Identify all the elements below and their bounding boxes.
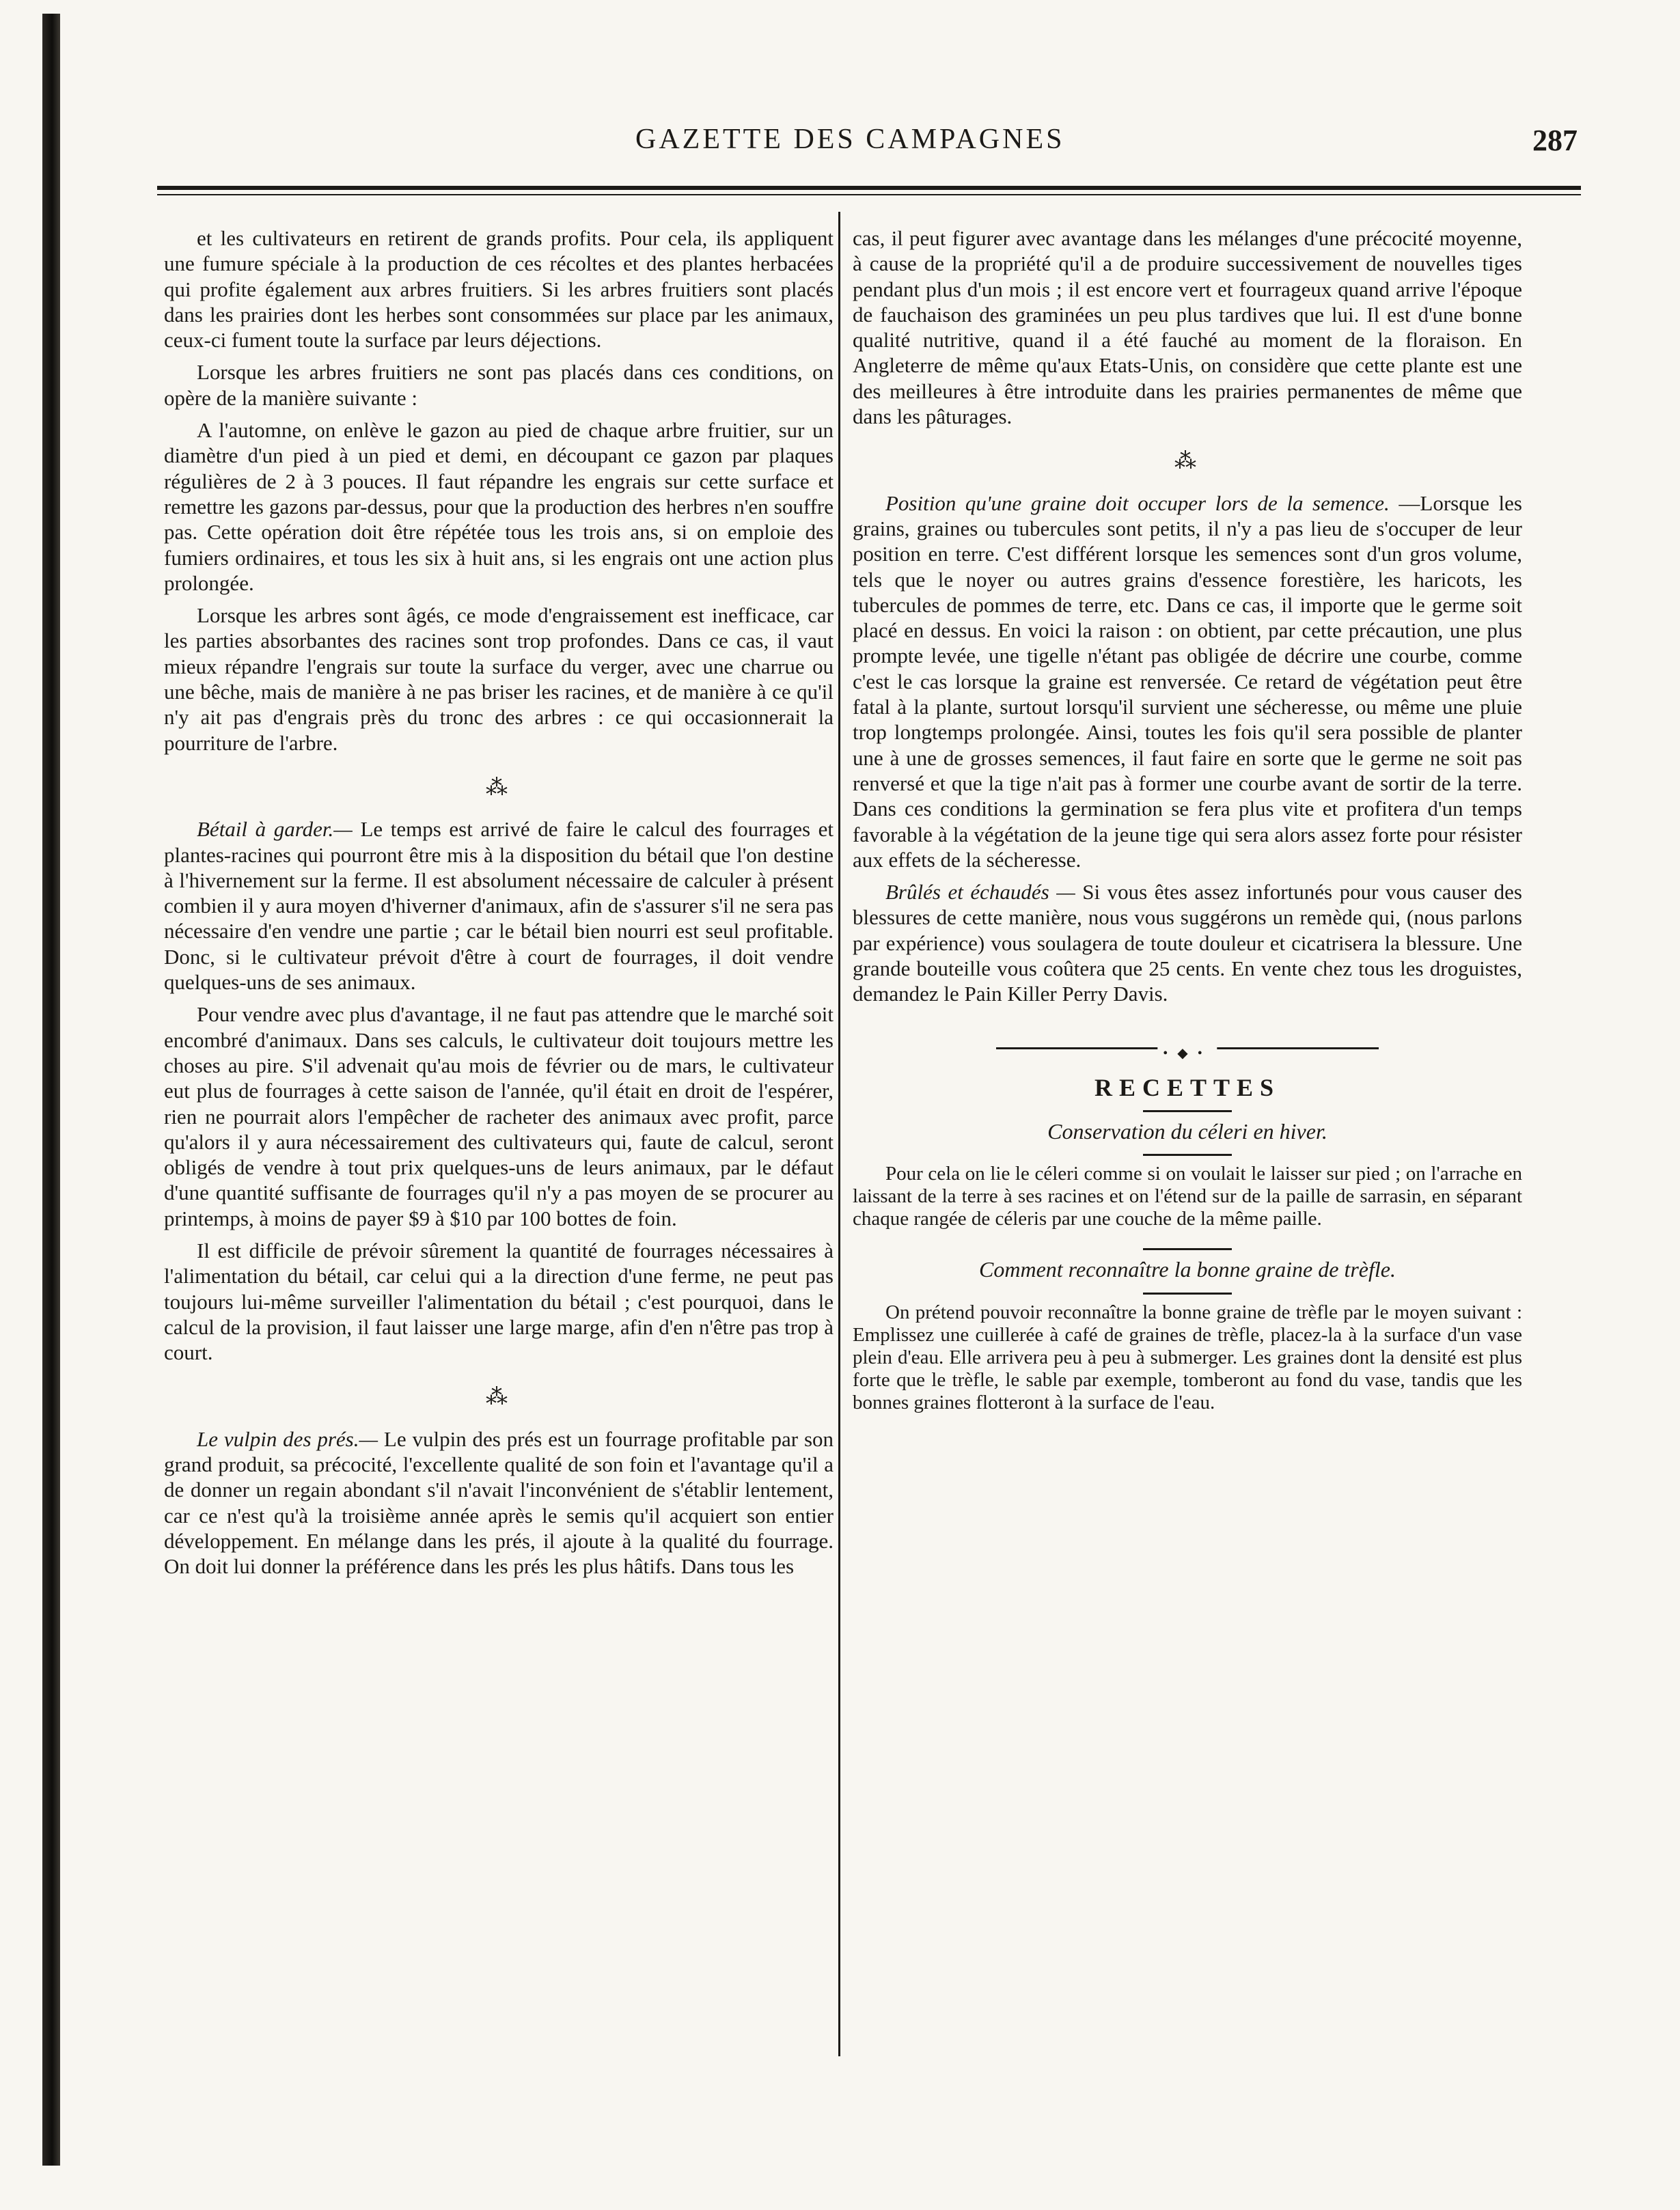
page-binding-edge: [42, 14, 60, 2166]
paragraph-run-title: Bétail à garder.—: [197, 817, 353, 842]
paragraph: [164, 1426, 834, 1579]
paragraph-text: cas, il peut figurer avec avantage dans les mélanges d'une précocité moyenne, à cause de la propriété qu'il a de produire successivement de nouvelles tiges pendant plus d'un mois ; il est encore vert et fourrageux quand arrive l'époque de fauchaison des graminées un peu plus tardives que lui. Il est d'une bonne qualité nutritive, quand il a été fauché au moment de la floraison. En Angleterre de même qu'aux Etats-Unis, on considère que cette plante est une des meilleures à être introduite dans les prairies permanentes de même que dans les pâturages.: [853, 226, 1522, 429]
paragraph-text: Le vulpin des prés est un fourrage profitable par son grand produit, sa précocité, l'excellente qualité de son foin et l'avantage qu'il a de donner un regain abondant s'il n'avait l'inconvénient de s'établir lentement, car ce n'est qu'à la troisième année après le semis qu'il acquiert son entier développement. En mélange dans les prés, il ajoute à la qualité du fourrage. On doit lui donner la préférence dans les prés les plus hâtifs. Dans tous les: [164, 1426, 834, 1579]
paragraph: [853, 225, 1522, 429]
paragraph-text: Pour vendre avec plus d'avantage, il ne faut pas attendre que le marché soit encombré d'animaux. Dans ses calculs, le cultivateur doit toujours mettre les choses au pire. S'il advenait qu'au mois de février ou de mars, le cultivateur eut plus de fourrages à cette saison de l'année, qu'il était en droit de l'espérer, rien ne pourrait alors l'empêcher de racheter des animaux avec profit, parce qu'alors il y aura nécessairement des cultivateurs qui, faute de calcul, seront obligés de vendre à tout prix quelques-uns de leurs animaux, par le défaut d'une quantité suffisante de fourrages qu'il n'y a pas moyen de se procurer au printemps, à moins de payer $9 à $10 par 100 bottes de foin.: [164, 1002, 834, 1230]
right-column: [853, 225, 1522, 1421]
short-rule: [1143, 1248, 1232, 1250]
recettes-title: RECETTES: [1094, 1073, 1281, 1101]
paragraph: [164, 1238, 834, 1365]
section-stars: ⁂: [486, 774, 512, 799]
section-ornament-rule: [853, 1041, 1522, 1061]
short-rule: [1143, 1293, 1232, 1295]
section-stars: ⁂: [1174, 448, 1200, 473]
paragraph-text: Le temps est arrivé de faire le calcul des fourrages et plantes-racines qui pourront être mis à la disposition du bétail que l'on destine à l'hivernement sur la ferme. Il est absolument nécessaire de calculer à présent combien il y aura moyen d'hiverner d'animaux, afin de s'assurer s'il ne sera pas nécessaire d'en vendre une partie ; car le bétail bien nourri est seul profitable. Donc, si le cultivateur prévoit d'être à court de fourrages, il doit vendre quelques-uns de ses animaux.: [164, 817, 834, 995]
short-rule: [1143, 1110, 1232, 1112]
recette-text-celeri: Pour cela on lie le céleri comme si on voulait le laisser sur pied ; on l'arrache en laissant de la terre à ses racines et on l'étend sur de la paille de sarrasin, en séparant chaque rangée de céleris par une couche de la même paille.: [853, 1163, 1522, 1230]
paragraph-text: —Lorsque les grains, graines ou tubercules sont petits, il n'y a pas lieu de s'occuper de leur position en terre. C'est différent lorsque les semences sont d'un gros volume, tels que le noyer ou autres grains d'essence forestière, les haricots, les tubercules de pommes de terre, etc. Dans ce cas, il importe que le germe soit placé en dessus. En voici la raison : on obtient, par cette précaution, une plus prompte levée, une tigelle n'étant pas obligée de décrire une courbe, comme c'est le cas lorsque la graine est renversée. Ce retard de végétation peut être fatal à la plante, surtout lorsqu'il survient une sécheresse, ou même une pluie trop longtemps prolongée. Ainsi, toutes les fois qu'il sera possible de planter une à une de grosses semences, il faut faire en sorte que le germe ne soit pas renversé et que la tige n'ait pas à former une courbe avant de sortir de la terre. Dans ces conditions la germination se fera plus vite et profitera d'un temps favorable à la végétation de la jeune tige qui sera alors assez forte pour résister aux effets de la sécheresse.: [853, 491, 1522, 872]
page-number: 287: [1532, 124, 1578, 157]
paragraph-run-title: Position qu'une graine doit occuper lors de la semence.: [885, 491, 1390, 515]
paragraph: [164, 1002, 834, 1231]
running-title: GAZETTE DES CAMPAGNES: [635, 124, 1065, 155]
paragraph-text: et les cultivateurs en retirent de grands profits. Pour cela, ils appliquent une fumure spéciale à la production de ces récoltes et des plantes herbacées qui profite également aux arbres fruitiers. Si les arbres fruitiers sont placés dans les prairies dont les herbes sont consommées sur place par les animaux, ceux-ci fument toute la surface par leurs déjections.: [164, 226, 834, 353]
recette-text-trefle: On prétend pouvoir reconnaître la bonne graine de trèfle par le moyen suivant : Emplissez une cuillerée à café de graines de trèfle, placez-la à la surface d'un vase plein d'eau. Elle arrivera peu à peu à submerger. Les graines dont la densité est plus forte que le trèfle, le sable par exemple, tomberont au fond du vase, tandis que les bonnes graines flotteront à la surface de l'eau.: [853, 1301, 1522, 1413]
paragraph-text: Lorsque les arbres sont âgés, ce mode d'engraissement est inefficace, car les parties absorbantes des racines sont trop profondes. Dans ce cas, il vaut mieux répandre l'engrais sur toute la surface du verger, avec une charrue ou une bêche, mais de manière à ne pas briser les racines, et de manière à ce qu'il n'y ait pas d'engrais près du tronc des arbres : ce qui occasionnerait la pourriture de l'arbre.: [164, 603, 834, 755]
paragraph-text: Lorsque les arbres fruitiers ne sont pas placés dans ces conditions, on opère de la manière suivante :: [164, 360, 834, 410]
recette-heading-trefle: Comment reconnaître la bonne graine de trèfle.: [979, 1257, 1396, 1282]
column-divider: [838, 212, 840, 2056]
section-stars: ⁂: [486, 1384, 512, 1409]
paragraph-text: Si vous êtes assez infortunés pour vous causer des blessures de cette manière, nous vous suggérons un remède qui, (nous parlons par expérience) vous soulagera de toute douleur et cicatrisera la blessure. Une grande bouteille vous coûtera que 25 cents. En vente chez tous les droguistes, demandez le Pain Killer Perry Davis.: [853, 880, 1522, 1006]
page-header: [157, 123, 1578, 171]
paragraph: [164, 225, 834, 353]
paragraph: [164, 603, 834, 756]
paragraph: [164, 359, 834, 411]
header-rule: [157, 186, 1581, 190]
header-rule-thin: [157, 194, 1581, 195]
short-rule: [1143, 1154, 1232, 1156]
ornament: •◆•: [1157, 1041, 1217, 1066]
paragraph-run-title: Brûlés et échaudés —: [885, 880, 1075, 904]
paragraph-run-title: Le vulpin des prés.—: [197, 1426, 378, 1451]
paragraph-text: A l'automne, on enlève le gazon au pied de chaque arbre fruitier, sur un diamètre d'un pied à un pied et demi, en découpant ce gazon par plaques régulières de 2 à 3 pouces. Il faut répandre les engrais sur cette surface et remettre les gazons par-dessus, pour que la production des herbres n'en souffre pas. Cette opération doit être répétée tous les trois ans, si on emploie des fumiers ordinaires, et tous les six à huit ans, si les engrais ont une action plus prolongée.: [164, 418, 834, 595]
paragraph: [164, 417, 834, 596]
paragraph: [853, 879, 1522, 1006]
paragraph: [164, 816, 834, 995]
paragraph: [853, 491, 1522, 872]
left-column: [164, 225, 834, 1586]
paragraph-text: Il est difficile de prévoir sûrement la quantité de fourrages nécessaires à l'alimentation du bétail, car celui qui a la direction d'une ferme, ne peut pas toujours lui-même surveiller l'alimentation du bétail ; c'est pourquoi, dans le calcul de la provision, il faut laisser une large marge, afin d'en n'être pas trop à court.: [164, 1238, 834, 1365]
recette-heading-celeri: Conservation du céleri en hiver.: [1047, 1118, 1327, 1144]
